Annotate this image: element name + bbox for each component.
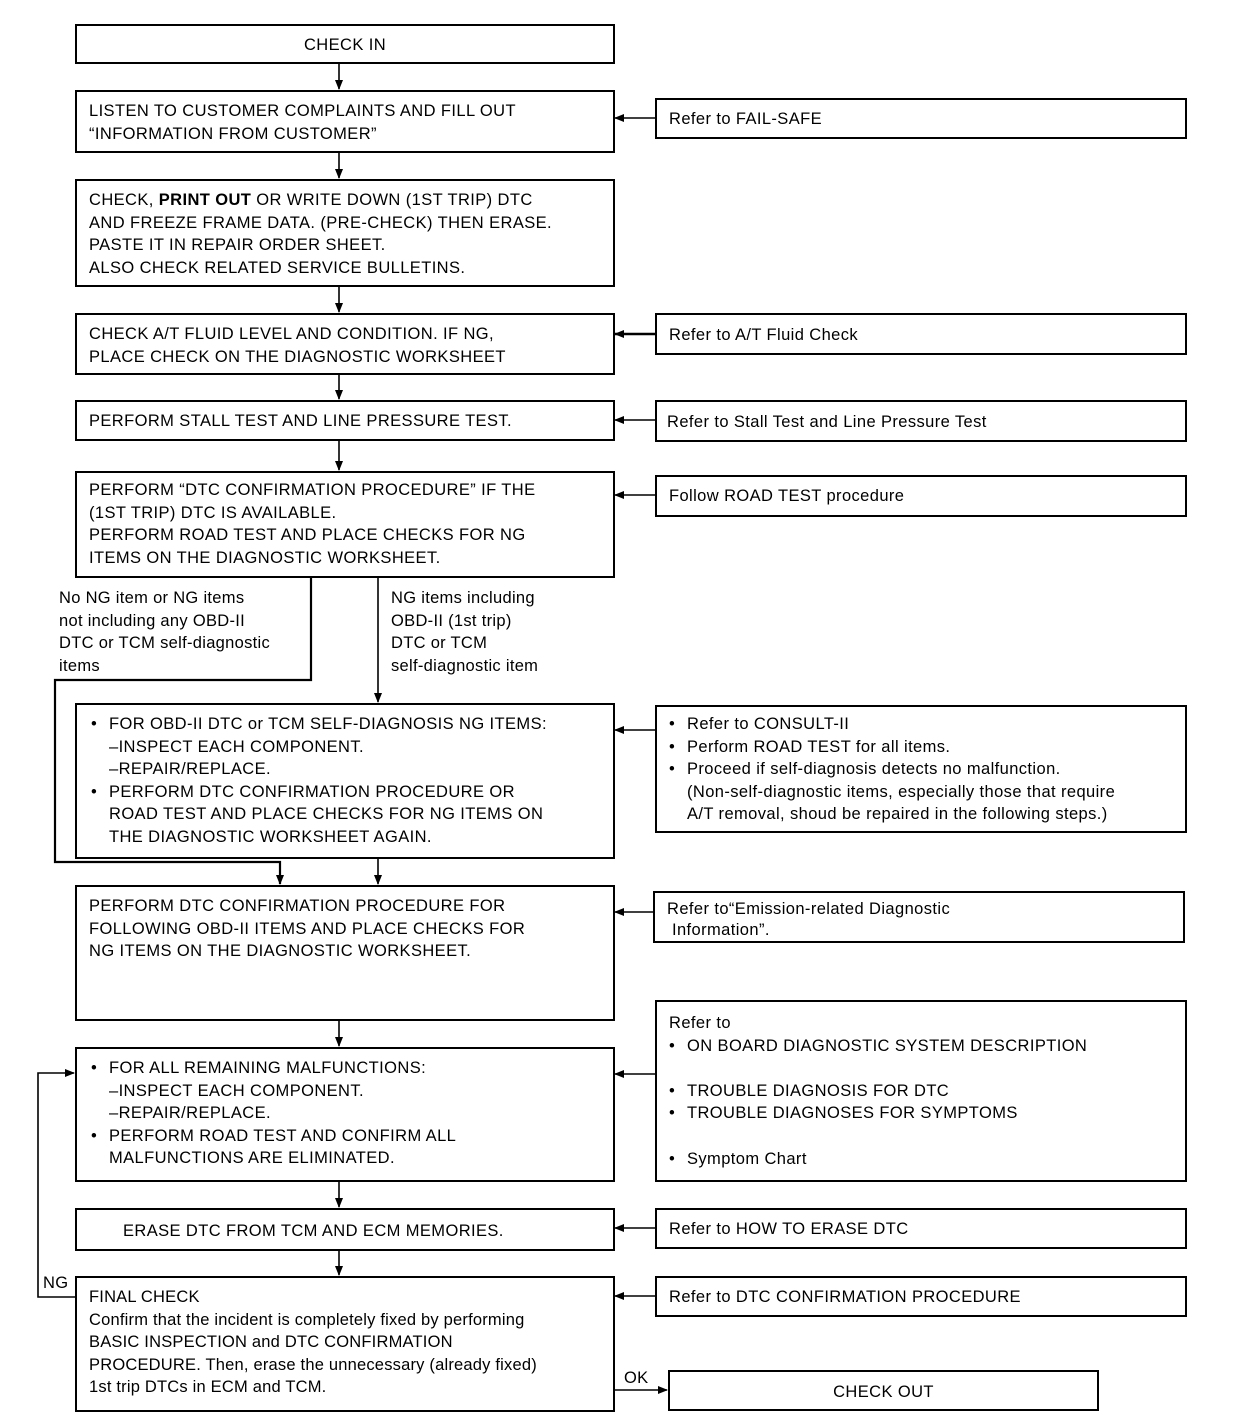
box-text: (1ST TRIP) DTC IS AVAILABLE. xyxy=(89,503,337,522)
ref-stall-test xyxy=(655,400,1187,442)
branch-label-no-ng xyxy=(59,587,270,677)
listen-box xyxy=(75,90,615,153)
ng-label: NG xyxy=(43,1274,69,1292)
label-line: OBD-II (1st trip) xyxy=(391,611,512,630)
box-text: ITEMS ON THE DIAGNOSTIC WORKSHEET. xyxy=(89,548,441,567)
box-text: PASTE IT IN REPAIR ORDER SHEET. xyxy=(89,236,386,255)
label-line: DTC or TCM self-diagnostic xyxy=(59,634,271,653)
obd-items-box xyxy=(75,885,615,1021)
ref-emission-diagnostic xyxy=(653,891,1185,943)
box-text: PERFORM ROAD TEST AND PLACE CHECKS FOR NG xyxy=(89,526,526,545)
box-text: FINAL CHECK xyxy=(89,1288,200,1306)
label-line: No NG item or NG items xyxy=(59,589,245,607)
box-text: PERFORM STALL TEST AND LINE PRESSURE TEST. xyxy=(89,412,512,430)
box-text: THE DIAGNOSTIC WORKSHEET AGAIN. xyxy=(109,827,432,846)
label-line: items xyxy=(59,656,100,675)
bullet-item: • Proceed if self-diagnosis detects no malfunction. xyxy=(669,758,1173,781)
ref-text: Refer to FAIL-SAFE xyxy=(669,110,823,128)
box-text: A/T removal, shoud be repaired in the following steps.) xyxy=(687,805,1108,824)
ref-consult-ii xyxy=(655,705,1187,833)
box-text: FOLLOWING OBD-II ITEMS AND PLACE CHECKS FOR xyxy=(89,919,526,938)
final-check-box xyxy=(75,1276,615,1412)
bullet-item: • Symptom Chart xyxy=(669,1148,1173,1171)
box-text: PERFORM DTC CONFIRMATION PROCEDURE FOR xyxy=(89,897,506,915)
bullet-item: • ON BOARD DIAGNOSTIC SYSTEM DESCRIPTION xyxy=(669,1035,1173,1058)
obd-ng-box xyxy=(75,703,615,859)
remaining-malfunctions-box xyxy=(75,1047,615,1182)
box-text: 1st trip DTCs in ECM and TCM. xyxy=(89,1378,327,1397)
text-part: OR WRITE DOWN (1ST TRIP) DTC xyxy=(251,191,533,209)
sub-item: –INSPECT EACH COMPONENT. xyxy=(109,1081,365,1100)
bullet-item: • FOR OBD-II DTC or TCM SELF-DIAGNOSIS NG ITEMS: xyxy=(91,713,601,736)
text-part: CHECK, xyxy=(89,191,159,209)
box-text: PLACE CHECK ON THE DIAGNOSTIC WORKSHEET xyxy=(89,347,506,366)
box-text: PROCEDURE. Then, erase the unnecessary (already fixed) xyxy=(89,1355,537,1374)
ref-text: Refer to xyxy=(669,1014,731,1032)
box-text: ERASE DTC FROM TCM AND ECM MEMORIES. xyxy=(123,1222,504,1240)
ref-erase-dtc xyxy=(655,1208,1187,1249)
ref-text: Refer to HOW TO ERASE DTC xyxy=(669,1220,909,1238)
label-line: self-diagnostic item xyxy=(391,656,539,675)
label-line: not including any OBD-II xyxy=(59,611,246,630)
bullet-item: • PERFORM ROAD TEST AND CONFIRM ALL xyxy=(91,1125,601,1148)
bullet-item: • Perform ROAD TEST for all items. xyxy=(669,736,1173,759)
ok-label: OK xyxy=(624,1369,649,1387)
check-out-label: CHECK OUT xyxy=(833,1383,934,1401)
box-text: (Non-self-diagnostic items, especially those that require xyxy=(687,782,1116,801)
branch-label-ng xyxy=(391,587,538,677)
text-bold: PRINT OUT xyxy=(158,191,252,209)
box-text: NG ITEMS ON THE DIAGNOSTIC WORKSHEET. xyxy=(89,942,472,961)
sub-item: –INSPECT EACH COMPONENT. xyxy=(109,737,365,756)
ref-fail-safe xyxy=(655,98,1187,139)
sub-item: –REPAIR/REPLACE. xyxy=(109,1104,271,1123)
check-in-box xyxy=(75,24,615,64)
ref-text: Refer to“Emission-related Diagnostic xyxy=(667,900,951,918)
label-line: DTC or TCM xyxy=(391,634,488,653)
stall-box xyxy=(75,400,615,441)
ref-road-test xyxy=(655,475,1187,517)
erase-dtc-box xyxy=(75,1208,615,1251)
ref-diagnosis-list xyxy=(655,1000,1187,1182)
bullet-item: • FOR ALL REMAINING MALFUNCTIONS: xyxy=(91,1057,601,1080)
box-text: LISTEN TO CUSTOMER COMPLAINTS AND FILL OUT xyxy=(89,102,516,120)
ref-text: Information”. xyxy=(672,921,770,939)
box-text: AND FREEZE FRAME DATA. (PRE-CHECK) THEN ERASE. xyxy=(89,213,553,232)
ref-text: Refer to Stall Test and Line Pressure Test xyxy=(667,413,987,431)
box-text: PERFORM “DTC CONFIRMATION PROCEDURE” IF THE xyxy=(89,481,536,499)
ref-text: Refer to DTC CONFIRMATION PROCEDURE xyxy=(669,1288,1021,1306)
box-text: ALSO CHECK RELATED SERVICE BULLETINS. xyxy=(89,258,466,277)
dtc-confirmation-box xyxy=(75,471,615,578)
label-line: NG items including xyxy=(391,589,535,607)
check-in-label: CHECK IN xyxy=(303,36,387,54)
ref-text: Refer to A/T Fluid Check xyxy=(669,326,859,344)
box-text: MALFUNCTIONS ARE ELIMINATED. xyxy=(109,1149,395,1168)
ref-text: Follow ROAD TEST procedure xyxy=(669,487,905,505)
sub-item: –REPAIR/REPLACE. xyxy=(109,760,271,779)
ref-dtc-confirmation xyxy=(655,1276,1187,1317)
box-text: “INFORMATION FROM CUSTOMER” xyxy=(89,124,377,143)
fluid-box xyxy=(75,313,615,375)
box-text xyxy=(89,189,601,212)
bullet-item: • PERFORM DTC CONFIRMATION PROCEDURE OR xyxy=(91,781,601,804)
box-text: BASIC INSPECTION and DTC CONFIRMATION xyxy=(89,1333,453,1352)
bullet-item: • TROUBLE DIAGNOSES FOR SYMPTOMS xyxy=(669,1102,1173,1125)
bullet-item: • Refer to CONSULT-II xyxy=(669,713,1173,736)
box-text: ROAD TEST AND PLACE CHECKS FOR NG ITEMS ON xyxy=(109,805,544,824)
bullet-item: • TROUBLE DIAGNOSIS FOR DTC xyxy=(669,1080,1173,1103)
check-out-box xyxy=(668,1370,1099,1411)
box-text: CHECK A/T FLUID LEVEL AND CONDITION. IF NG, xyxy=(89,325,495,343)
box-text: Confirm that the incident is completely fixed by performing xyxy=(89,1310,525,1329)
ref-fluid-check xyxy=(655,313,1187,355)
check-dtc-box xyxy=(75,179,615,287)
